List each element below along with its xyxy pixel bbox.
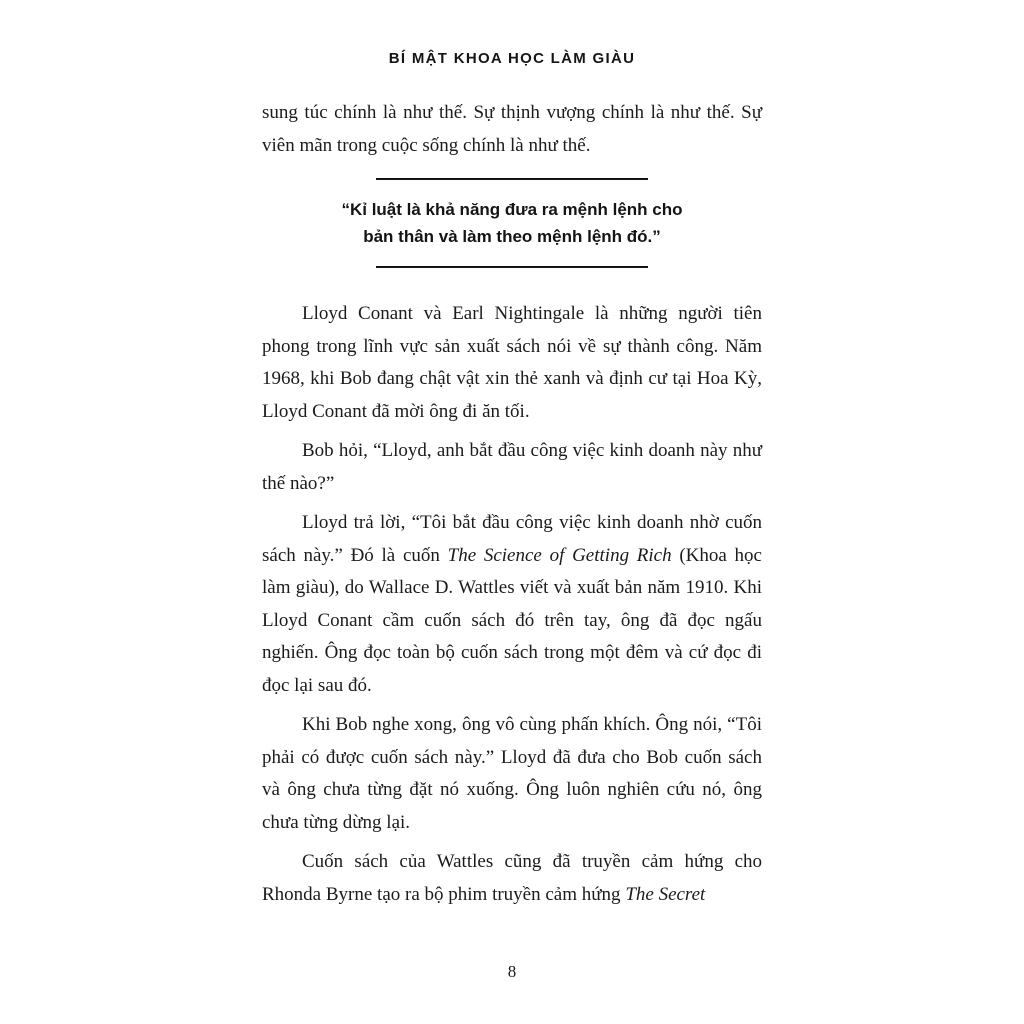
italic-book-title-text: The Science of Getting Rich [447, 544, 672, 566]
italic-book-title-text: The Secret [625, 883, 706, 905]
page-number: 8 [507, 962, 517, 981]
paragraph [262, 435, 762, 500]
text-column [262, 97, 762, 911]
pull-quote-block [262, 178, 762, 268]
running-head-title: BÍ MẬT KHOA HỌC LÀM GIÀU [388, 50, 636, 67]
paragraph [262, 97, 762, 162]
paragraph [262, 298, 762, 428]
paragraph-text: (Khoa học làm giàu), do Wallace D. Wattles viết và xuất bản năm 1910. Khi Lloyd Conant cầm cuốn sách đó trên tay, ông đã đọc ngấu nghiến. Ông đọc toàn bộ cuốn sách trong một đêm và cứ đọc đi đọc lại sau đó. [262, 544, 762, 696]
paragraph-text: Lloyd Conant và Earl Nightingale là những người tiên phong trong lĩnh vực sản xuất sách nói về sự thành công. Năm 1968, khi Bob đang chật vật xin thẻ xanh và định cư tại Hoa Kỳ, Lloyd Conant đã mời ông đi ăn tối. [262, 303, 762, 422]
quote-text [262, 180, 762, 266]
quote-divider-bottom [376, 266, 648, 268]
intro-paragraphs [262, 97, 762, 162]
paragraph-text: Cuốn sách của Wattles cũng đã truyền cảm hứng cho Rhonda Byrne tạo ra bộ phim truyền cảm hứng [262, 851, 762, 905]
quote-line: “Kỉ luật là khả năng đưa ra mệnh lệnh cho [341, 200, 683, 219]
paragraph [262, 507, 762, 702]
paragraph [262, 709, 762, 839]
quote-line: bản thân và làm theo mệnh lệnh đó.” [363, 227, 661, 246]
paragraph [262, 846, 762, 911]
paragraph-text: Khi Bob nghe xong, ông vô cùng phấn khích. Ông nói, “Tôi phải có được cuốn sách này.” Lloyd đã đưa cho Bob cuốn sách và ông chưa từng đặt nó xuống. Ông luôn nghiên cứu nó, ông chưa từng dừng lại. [262, 714, 762, 833]
paragraph-text: Bob hỏi, “Lloyd, anh bắt đầu công việc kinh doanh này như thế nào?” [262, 440, 762, 494]
paragraph-text: sung túc chính là như thế. Sự thịnh vượng chính là như thế. Sự viên mãn trong cuộc sống chính là như thế. [262, 102, 762, 156]
body-paragraphs [262, 298, 762, 911]
paragraph-text: Lloyd trả lời, “Tôi bắt đầu công việc kinh doanh nhờ cuốn sách này.” Đó là cuốn [262, 512, 762, 566]
